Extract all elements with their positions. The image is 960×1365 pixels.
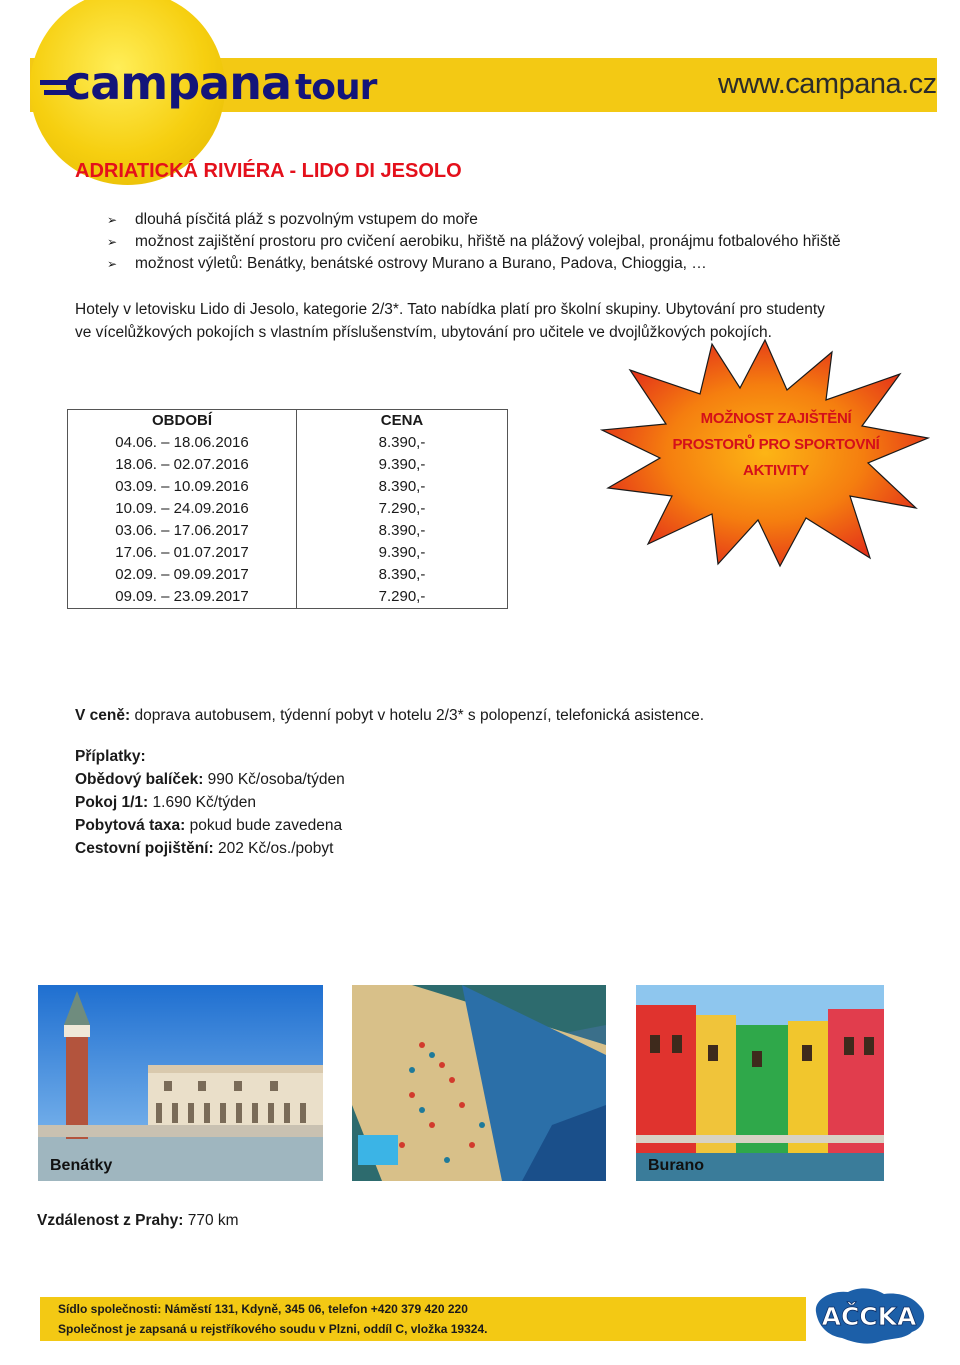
supplement-item — [75, 791, 345, 814]
list-item-text: dlouhá písčitá pláž s pozvolným vstupem do moře — [135, 211, 478, 228]
table-row — [68, 564, 508, 586]
supplement-label: Pobytová taxa: — [75, 817, 186, 834]
venice-illustration — [38, 985, 323, 1181]
star-text-line: PROSTORŮ PRO SPORTOVNÍ — [672, 436, 880, 453]
period-cell: 03.09. – 10.09.2016 — [68, 476, 297, 498]
footer-line: Společnost je zapsaná u rejstříkového soudu v Plzni, oddíl C, vložka 19324. — [58, 1322, 488, 1336]
description-line: ve vícelůžkových pokojích s vlastním příslušenstvím, ubytování pro učitele ve dvojlůžkových pokojích. — [75, 324, 772, 341]
supplements-heading: Příplatky: — [75, 748, 146, 765]
period-cell: 18.06. – 02.07.2016 — [68, 454, 297, 476]
list-item — [107, 253, 841, 275]
column-header-price: CENA — [297, 410, 508, 433]
list-item — [107, 209, 841, 231]
price-cell: 8.390,- — [297, 564, 508, 586]
arrow-bullet-icon: ➢ — [107, 213, 118, 227]
price-cell: 7.290,- — [297, 498, 508, 520]
arrow-bullet-icon: ➢ — [107, 257, 118, 271]
beach-illustration — [352, 985, 606, 1181]
table-row — [68, 454, 508, 476]
ackka-logo-text: AČCKA — [821, 1302, 917, 1331]
campana-logo[interactable] — [64, 56, 376, 110]
price-includes-label: V ceně: — [75, 707, 131, 724]
supplement-item — [75, 837, 345, 860]
price-table — [67, 409, 508, 609]
supplements-section — [75, 745, 345, 860]
footer-line: Sídlo společnosti: Náměstí 131, Kdyně, 345 06, telefon +420 379 420 220 — [58, 1302, 468, 1316]
photo-caption: Benátky — [50, 1157, 113, 1174]
supplement-label: Cestovní pojištění: — [75, 840, 214, 857]
price-cell: 9.390,- — [297, 454, 508, 476]
price-cell: 7.290,- — [297, 586, 508, 609]
period-cell: 17.06. – 01.07.2017 — [68, 542, 297, 564]
ackka-logo[interactable] — [808, 1282, 930, 1348]
period-cell: 09.09. – 23.09.2017 — [68, 586, 297, 609]
list-item-text: možnost zajištění prostoru pro cvičení aerobiku, hřiště na plážový volejbal, pronájmu fotbalového hřiště — [135, 233, 841, 250]
period-cell: 02.09. – 09.09.2017 — [68, 564, 297, 586]
supplement-label: Pokoj 1/1: — [75, 794, 149, 811]
list-item-text: možnost výletů: Benátky, benátské ostrovy Murano a Burano, Padova, Chioggia, … — [135, 255, 707, 272]
photo-beach — [352, 985, 606, 1181]
supplement-item — [75, 768, 345, 791]
feature-list — [107, 209, 841, 275]
price-cell: 9.390,- — [297, 542, 508, 564]
website-link[interactable]: www.campana.cz — [718, 68, 937, 100]
table-row — [68, 498, 508, 520]
photo-burano — [636, 985, 884, 1181]
period-cell: 03.06. – 17.06.2017 — [68, 520, 297, 542]
table-row — [68, 432, 508, 454]
price-includes-text: doprava autobusem, týdenní pobyt v hotelu 2/3* s polopenzí, telefonická asistence. — [134, 707, 705, 724]
table-header-row — [68, 410, 508, 433]
burano-illustration — [636, 985, 884, 1181]
star-callout-text — [658, 406, 894, 484]
table-row — [68, 520, 508, 542]
supplement-value: 1.690 Kč/týden — [152, 794, 256, 811]
page-title: ADRIATICKÁ RIVIÉRA - LIDO DI JESOLO — [75, 160, 462, 182]
star-text-line: AKTIVITY — [743, 462, 809, 479]
table-row — [68, 476, 508, 498]
supplement-value: 202 Kč/os./pobyt — [217, 840, 334, 857]
arrow-bullet-icon: ➢ — [107, 235, 118, 249]
supplement-value: pokud bude zavedena — [189, 817, 343, 834]
list-item — [107, 231, 841, 253]
supplement-label: Obědový balíček: — [75, 771, 204, 788]
column-header-period: OBDOBÍ — [68, 410, 297, 433]
distance-value: 770 km — [187, 1212, 239, 1229]
footer-company-info — [58, 1299, 487, 1339]
period-cell: 10.09. – 24.09.2016 — [68, 498, 297, 520]
distance-label: Vzdálenost z Prahy: — [37, 1212, 184, 1229]
logo-main: campana — [64, 56, 291, 110]
price-cell: 8.390,- — [297, 476, 508, 498]
description-line: Hotely v letovisku Lido di Jesolo, kategorie 2/3*. Tato nabídka platí pro školní skupiny. Ubytování pro studenty — [75, 301, 825, 318]
price-cell: 8.390,- — [297, 432, 508, 454]
star-text-line: MOŽNOST ZAJIŠTĚNÍ — [700, 410, 852, 427]
supplement-item — [75, 814, 345, 837]
photo-caption: Burano — [648, 1157, 704, 1174]
supplement-value: 990 Kč/osoba/týden — [207, 771, 345, 788]
price-cell: 8.390,- — [297, 520, 508, 542]
photo-venice — [38, 985, 323, 1181]
table-row — [68, 542, 508, 564]
distance-info — [37, 1212, 239, 1230]
table-row — [68, 586, 508, 609]
price-includes — [75, 707, 704, 725]
logo-sub: tour — [295, 67, 377, 108]
period-cell: 04.06. – 18.06.2016 — [68, 432, 297, 454]
